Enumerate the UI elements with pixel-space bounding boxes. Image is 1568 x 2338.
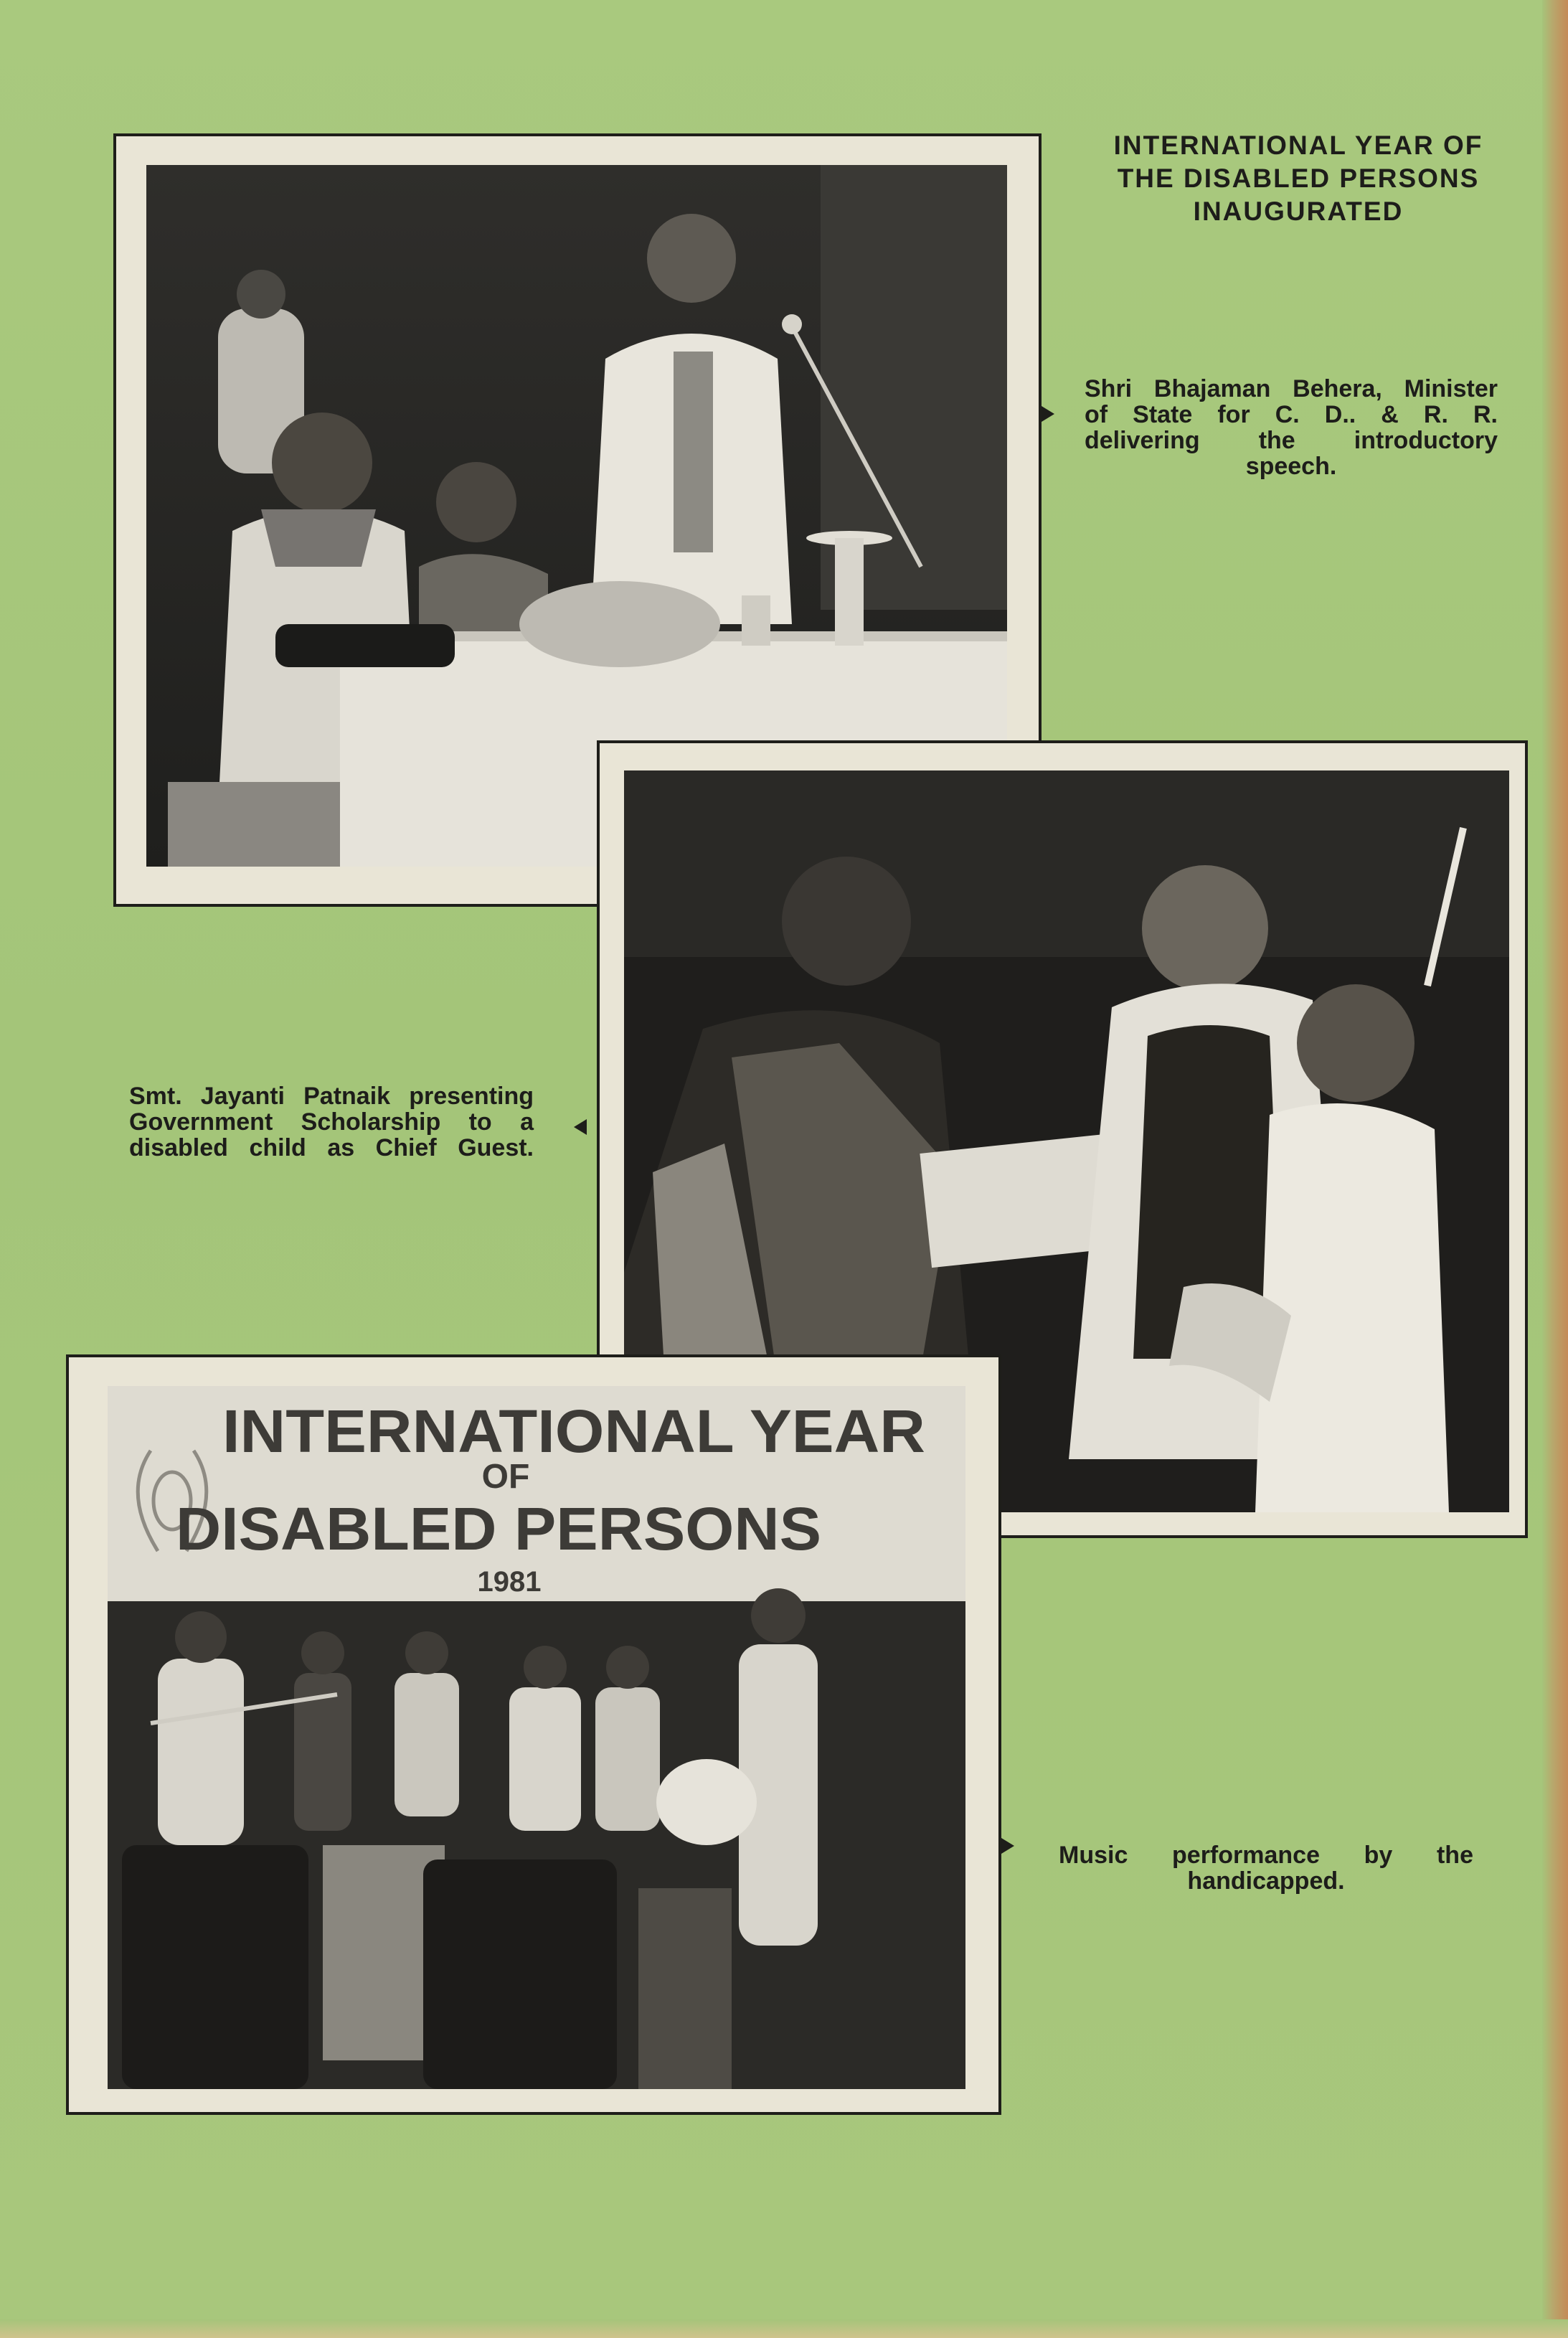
caption-scholarship-line-3: disabled child as Chief Guest.: [129, 1134, 534, 1161]
caption-pointer-speech: [1042, 406, 1054, 422]
caption-music-line-2: handicapped.: [1187, 1867, 1345, 1895]
caption-speech-line-3: delivering the introductory: [1085, 427, 1498, 454]
caption-scholarship-line-1: Smt. Jayanti Patnaik presenting: [129, 1083, 534, 1110]
photo-music: [108, 1386, 965, 2089]
banner-line-4: 1981: [477, 1566, 542, 1598]
caption-speech-line-4: speech.: [1245, 453, 1337, 480]
page-edge-bottom: [0, 2319, 1568, 2338]
heading-line-3: INAUGURATED: [1193, 197, 1404, 226]
page-heading: [1083, 129, 1513, 228]
caption-speech: [1085, 376, 1498, 479]
banner-line-3: DISABLED PERSONS: [176, 1495, 821, 1562]
banner-line-1: INTERNATIONAL YEAR: [222, 1397, 925, 1465]
heading-line-1: INTERNATIONAL YEAR OF: [1113, 131, 1483, 160]
caption-speech-line-2: of State for C. D.. & R. R.: [1085, 401, 1498, 428]
page-edge-right: [1542, 0, 1568, 2338]
caption-pointer-music: [1001, 1838, 1014, 1854]
caption-music: [1059, 1842, 1473, 1894]
caption-speech-line-1: Shri Bhajaman Behera, Minister: [1085, 375, 1498, 402]
caption-scholarship: [129, 1083, 534, 1161]
caption-pointer-scholarship: [574, 1119, 587, 1135]
heading-line-2: THE DISABLED PERSONS: [1117, 164, 1480, 193]
photo-frame-music: [66, 1354, 1001, 2115]
caption-music-line-1: Music performance by the: [1059, 1842, 1473, 1869]
banner-line-2: OF: [481, 1458, 530, 1496]
caption-scholarship-line-2: Government Scholarship to a: [129, 1108, 534, 1136]
music-photo-image: [108, 1386, 965, 2089]
